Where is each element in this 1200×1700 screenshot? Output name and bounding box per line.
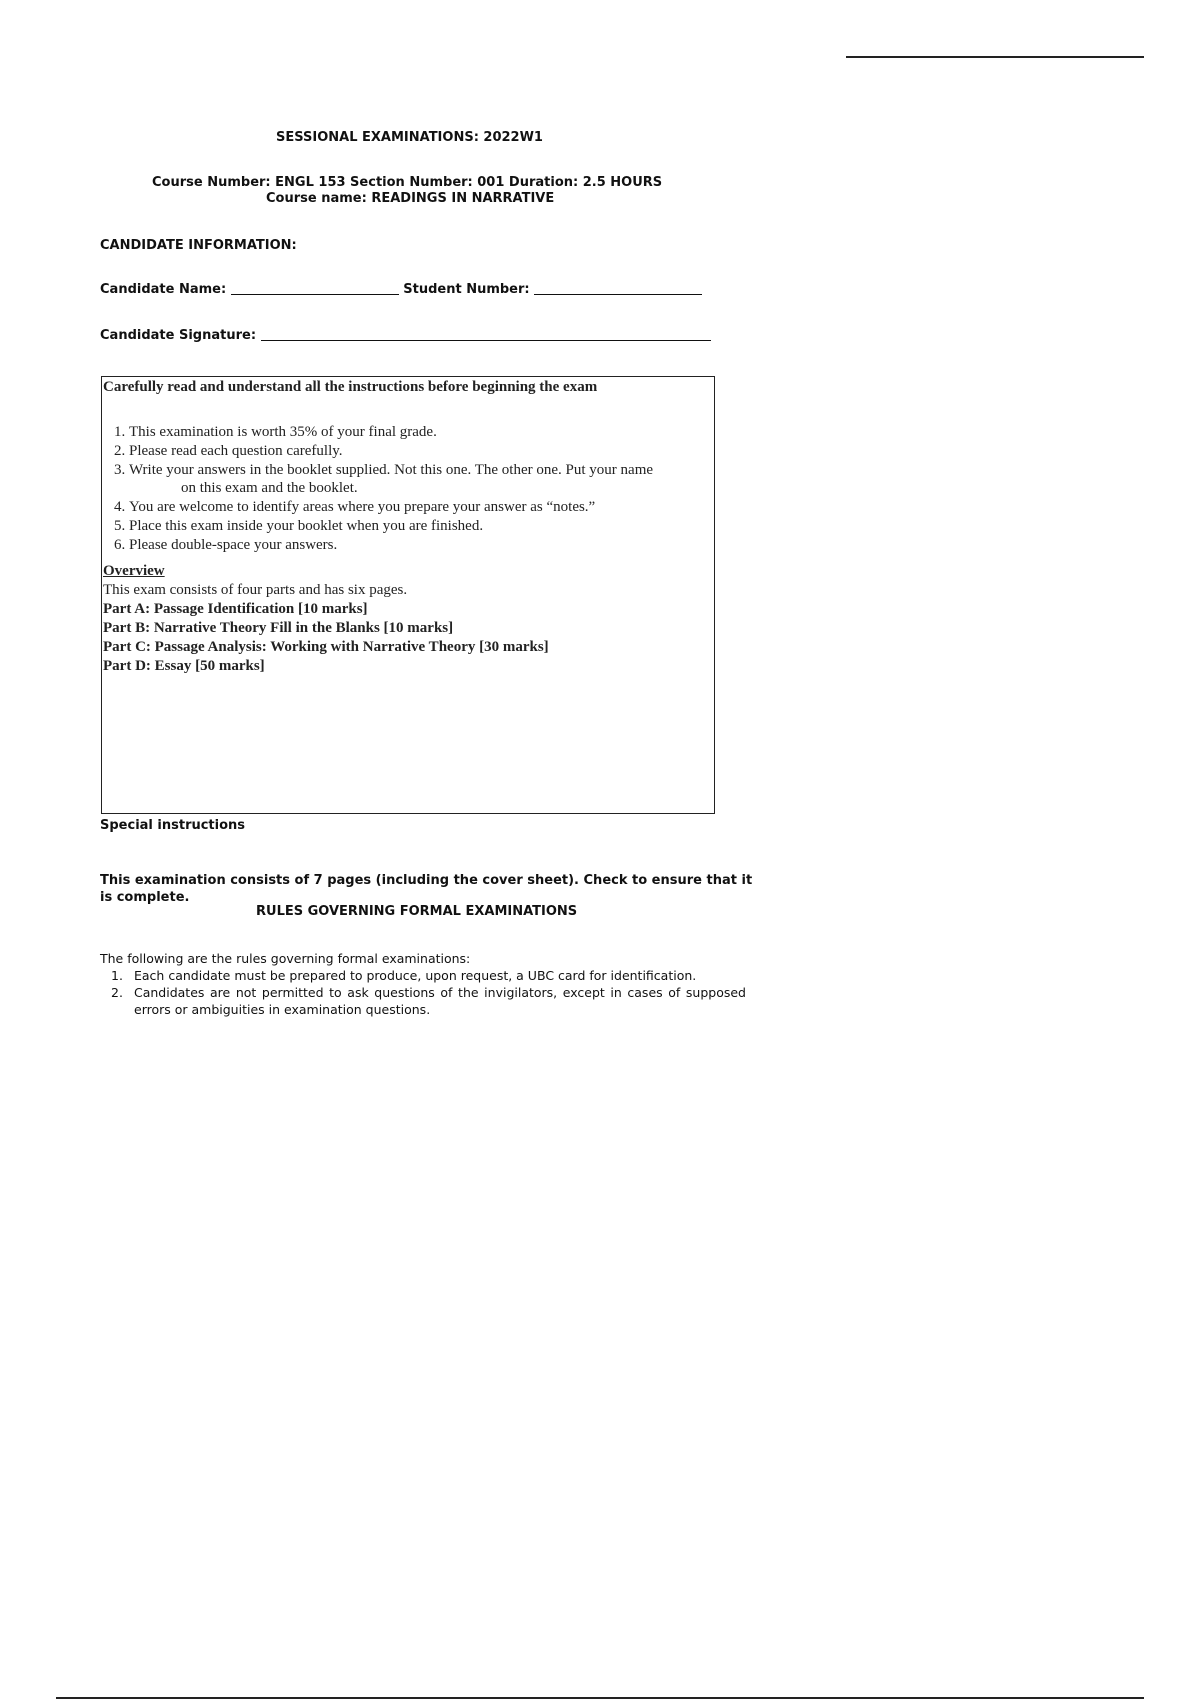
candidate-signature-field[interactable] [261,328,711,341]
instruction-number: 6. [114,537,126,553]
instruction-item [114,442,714,460]
instruction-item [114,423,714,441]
rule-item [100,967,746,984]
candidate-name-label: Candidate Name: [100,282,227,297]
part-c: Part C: Passage Analysis: Working with Narrative Theory [30 marks] [103,639,549,655]
instruction-number: 4. [114,499,126,515]
rules-intro: The following are the rules governing formal examinations: [100,951,471,966]
instruction-text-continued: on this exam and the booklet. [181,480,358,496]
instruction-item [114,536,714,554]
candidate-signature-row [100,328,711,343]
instruction-item [114,461,714,497]
candidate-name-row [100,282,702,297]
instruction-number: 1. [114,424,126,440]
part-d: Part D: Essay [50 marks] [103,658,265,674]
rule-text: Candidates are not permitted to ask questions of the invigilators, except in cases of supposed errors or ambiguities in examination questions. [134,985,746,1017]
instructions-box [101,376,715,814]
rules-list [100,967,746,1018]
student-number-label: Student Number: [403,282,530,297]
overview-section [103,562,549,676]
instruction-item [114,517,714,535]
rule-text: Each candidate must be prepared to produce, upon request, a UBC card for identification. [134,968,697,983]
candidate-signature-label: Candidate Signature: [100,328,257,343]
top-rule [846,56,1144,58]
instruction-number: 2. [114,443,126,459]
instruction-number: 5. [114,518,126,534]
special-instructions: Special instructions [100,818,246,833]
rule-number: 1. [111,968,123,983]
part-a: Part A: Passage Identification [10 marks] [103,601,368,617]
instructions-list [114,423,714,555]
instruction-item [114,498,714,516]
course-line: Course Number: ENGL 153 Section Number: 001 Duration: 2.5 HOURS [152,175,663,190]
instruction-text: Please double-space your answers. [129,537,338,553]
rule-item [100,984,746,1018]
student-number-field[interactable] [534,282,702,295]
rule-number: 2. [111,985,123,1000]
rules-title: RULES GOVERNING FORMAL EXAMINATIONS [256,904,578,919]
instruction-number: 3. [114,462,126,478]
instruction-text: Place this exam inside your booklet when you are finished. [129,518,484,534]
part-b: Part B: Narrative Theory Fill in the Blanks [10 marks] [103,620,454,636]
course-name: Course name: READINGS IN NARRATIVE [266,191,555,206]
candidate-name-field[interactable] [231,282,399,295]
instruction-text: Write your answers in the booklet supplied. Not this one. The other one. Put your name [129,462,654,478]
instruction-text: You are welcome to identify areas where you prepare your answer as “notes.” [129,499,596,515]
instruction-text: Please read each question carefully. [129,443,343,459]
instruction-text-block [129,461,714,497]
overview-text: This exam consists of four parts and has six pages. [103,582,408,598]
overview-title: Overview [103,563,165,579]
completeness-note: This examination consists of 7 pages (including the cover sheet). Check to ensure that it is complete. [100,873,753,905]
exam-title: SESSIONAL EXAMINATIONS: 2022W1 [276,130,543,145]
instructions-heading: Carefully read and understand all the instructions before beginning the exam [103,379,598,395]
candidate-info-title: CANDIDATE INFORMATION: [100,238,297,253]
bottom-rule [56,1697,1144,1699]
instruction-text: This examination is worth 35% of your final grade. [129,424,437,440]
